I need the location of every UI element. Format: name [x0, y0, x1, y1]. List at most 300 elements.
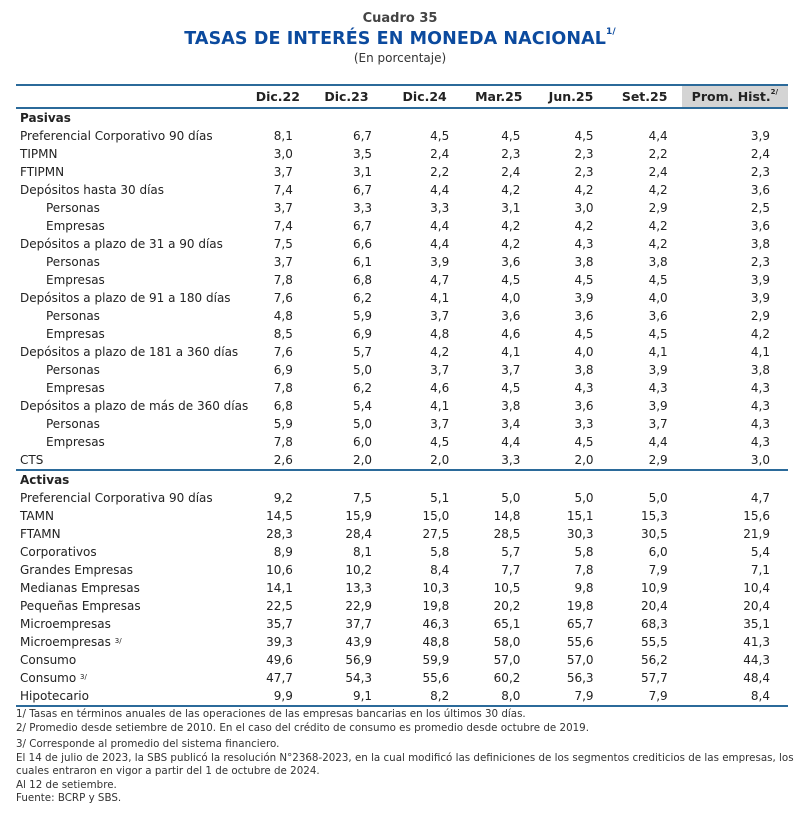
value-cell: 2,3 [501, 147, 521, 161]
table-row [16, 561, 788, 579]
value-cell: 56,2 [640, 653, 668, 667]
value-cell: 7,8 [574, 563, 594, 577]
column-header: Dic.23 [307, 85, 386, 108]
value-cell: 4,2 [648, 183, 668, 197]
value-cell: 3,8 [750, 237, 770, 251]
value-cell: 4,7 [430, 273, 450, 287]
table-row [16, 253, 788, 271]
row-label-cell [16, 579, 249, 597]
column-header: Mar.25 [463, 85, 534, 108]
prom-footnote-ref: 2/ [770, 88, 779, 96]
row-label-cell [16, 181, 249, 199]
value-cell: 8,4 [682, 687, 788, 706]
value-cell: 2,0 [307, 451, 386, 470]
row-label-cell [16, 163, 249, 181]
row-label-cell [16, 325, 249, 343]
table-row [16, 433, 788, 451]
value-cell: 7,4 [273, 183, 293, 197]
value-cell: 4,0 [648, 291, 668, 305]
table-row [16, 307, 788, 325]
row-label-cell [16, 199, 249, 217]
row-label: FTAMN [20, 527, 61, 541]
value-cell: 2,0 [534, 451, 607, 470]
value-cell: 43,9 [345, 635, 373, 649]
row-label: TAMN [20, 509, 54, 523]
table-row [16, 289, 788, 307]
row-label-cell [16, 451, 249, 470]
value-cell: 7,1 [750, 563, 770, 577]
value-cell: 3,6 [750, 219, 770, 233]
value-cell: 57,0 [493, 653, 521, 667]
row-label: Microempresas [20, 617, 111, 631]
value-cell: 8,4 [430, 563, 450, 577]
value-cell: 3,8 [648, 255, 668, 269]
value-cell: 28,4 [345, 527, 373, 541]
value-cell: 3,3 [463, 451, 534, 470]
value-cell: 9,8 [574, 581, 594, 595]
value-cell: 55,6 [422, 671, 450, 685]
row-label-cell [16, 217, 249, 235]
value-cell: 2,0 [386, 451, 463, 470]
table-row [16, 217, 788, 235]
value-cell: 4,3 [574, 237, 594, 251]
value-cell: 4,2 [430, 345, 450, 359]
value-cell: 48,8 [422, 635, 450, 649]
value-cell: 4,1 [750, 345, 770, 359]
value-cell: 7,9 [648, 563, 668, 577]
row-label: Empresas [46, 327, 105, 341]
row-label-cell [16, 433, 249, 451]
value-cell: 6,6 [352, 237, 373, 251]
row-label-cell [16, 561, 249, 579]
value-cell: 37,7 [345, 617, 373, 631]
value-cell: 10,9 [640, 581, 668, 595]
value-cell: 5,0 [352, 417, 373, 431]
value-cell: 7,5 [273, 237, 293, 251]
row-label: FTIPMN [20, 165, 65, 179]
footnotes [16, 708, 796, 806]
value-cell: 6,9 [273, 363, 293, 377]
table-subtitle: (En porcentaje) [353, 51, 447, 65]
value-cell: 15,0 [422, 509, 450, 523]
value-cell: 4,5 [430, 129, 450, 143]
value-cell: 4,3 [750, 399, 770, 413]
table-row [16, 361, 788, 379]
value-cell: 4,6 [430, 381, 450, 395]
value-cell: 3,7 [430, 309, 450, 323]
value-cell: 6,8 [273, 399, 293, 413]
value-cell: 3,6 [574, 399, 594, 413]
value-cell: 4,2 [501, 237, 521, 251]
row-label: Personas [46, 201, 100, 215]
value-cell: 3,9 [750, 129, 770, 143]
row-label-cell [16, 361, 249, 379]
section-header-row [16, 108, 788, 127]
value-cell: 6,9 [352, 327, 373, 341]
value-cell: 2,4 [750, 147, 770, 161]
value-cell: 7,8 [273, 381, 293, 395]
table-row [16, 127, 788, 145]
value-cell: 8,1 [273, 129, 293, 143]
value-cell: 5,0 [648, 491, 668, 505]
row-label: Preferencial Corporativa 90 días [20, 491, 213, 505]
value-cell: 20,4 [743, 599, 770, 613]
value-cell: 3,6 [501, 255, 521, 269]
value-cell: 6,7 [352, 183, 373, 197]
value-cell: 2,9 [608, 451, 682, 470]
value-cell: 6,2 [352, 381, 373, 395]
value-cell: 22,9 [345, 599, 373, 613]
section-header-row [16, 470, 788, 489]
value-cell: 4,5 [430, 435, 450, 449]
value-cell: 58,0 [493, 635, 521, 649]
value-cell: 3,7 [648, 417, 668, 431]
value-cell: 4,4 [430, 237, 450, 251]
value-cell: 15,6 [743, 509, 770, 523]
table-row [16, 163, 788, 181]
value-cell: 2,4 [501, 165, 521, 179]
row-label-cell [16, 271, 249, 289]
value-cell: 8,5 [273, 327, 293, 341]
value-cell: 14,8 [493, 509, 521, 523]
value-cell: 3,7 [273, 165, 293, 179]
value-cell: 56,3 [566, 671, 594, 685]
value-cell: 7,8 [273, 273, 293, 287]
value-cell: 4,3 [750, 417, 770, 431]
value-cell: 5,9 [352, 309, 373, 323]
table-title-text: TASAS DE INTERÉS EN MONEDA NACIONAL [184, 29, 606, 49]
value-cell: 3,9 [648, 363, 668, 377]
value-cell: 2,9 [750, 309, 770, 323]
value-cell: 3,0 [682, 451, 788, 470]
value-cell: 4,5 [574, 273, 594, 287]
row-label-cell [16, 343, 249, 361]
value-cell: 3,8 [574, 363, 594, 377]
value-cell: 5,0 [501, 491, 521, 505]
table-number: Cuadro 35 [362, 11, 438, 26]
value-cell: 3,3 [352, 201, 373, 215]
value-cell: 14,1 [266, 581, 293, 595]
value-cell: 3,7 [430, 417, 450, 431]
value-cell: 4,5 [501, 129, 521, 143]
table-row [16, 397, 788, 415]
value-cell: 13,3 [345, 581, 373, 595]
row-label: TIPMN [20, 147, 58, 161]
value-cell: 48,4 [743, 671, 770, 685]
value-cell: 4,4 [648, 129, 668, 143]
value-cell: 4,2 [501, 219, 521, 233]
value-cell: 39,3 [266, 635, 293, 649]
table-row [16, 343, 788, 361]
value-cell: 4,1 [501, 345, 521, 359]
row-label: CTS [20, 453, 44, 467]
value-cell: 3,4 [501, 417, 521, 431]
table-row [16, 687, 788, 706]
table-row [16, 669, 788, 687]
value-cell: 27,5 [422, 527, 450, 541]
value-cell: 30,5 [640, 527, 668, 541]
row-label: Depósitos a plazo de 91 a 180 días [20, 291, 231, 305]
value-cell: 4,3 [574, 381, 594, 395]
value-cell: 4,3 [648, 381, 668, 395]
value-cell: 2,4 [648, 165, 668, 179]
value-cell: 35,1 [743, 617, 770, 631]
row-label: Empresas [46, 435, 105, 449]
value-cell: 3,6 [501, 309, 521, 323]
footnote: 3/ Corresponde al promedio del sistema financiero. [16, 738, 280, 750]
value-cell: 65,7 [566, 617, 594, 631]
footnote: 2/ Promedio desde setiembre de 2010. En el caso del crédito de consumo es promedio desde octubre de 2019. [16, 721, 590, 734]
value-cell: 3,6 [750, 183, 770, 197]
title-footnote-ref: 1/ [605, 27, 616, 37]
value-cell: 56,9 [345, 653, 373, 667]
row-label: Empresas [46, 381, 105, 395]
value-cell: 3,7 [430, 363, 450, 377]
value-cell: 35,7 [266, 617, 293, 631]
table-title [0, 29, 800, 49]
value-cell: 4,4 [501, 435, 521, 449]
row-footnote-ref: 3/ [80, 673, 87, 681]
column-header: Dic.24 [386, 85, 463, 108]
value-cell: 5,8 [574, 545, 594, 559]
value-cell: 4,3 [750, 435, 770, 449]
table-row [16, 615, 788, 633]
value-cell: 59,9 [422, 653, 450, 667]
table-row [16, 235, 788, 253]
value-cell: 3,0 [574, 201, 594, 215]
value-cell: 30,3 [566, 527, 594, 541]
table-row [16, 489, 788, 507]
value-cell: 7,6 [273, 291, 293, 305]
value-cell: 3,0 [273, 147, 293, 161]
value-cell: 6,8 [352, 273, 373, 287]
column-header-text: Prom. Hist. [691, 89, 771, 104]
interest-rates-table [16, 84, 788, 707]
value-cell: 4,5 [648, 327, 668, 341]
value-cell: 15,1 [566, 509, 594, 523]
value-cell: 7,9 [534, 687, 607, 706]
table-row [16, 597, 788, 615]
value-cell: 10,3 [422, 581, 450, 595]
value-cell: 3,1 [501, 201, 521, 215]
value-cell: 5,7 [352, 345, 373, 359]
value-cell: 4,5 [501, 381, 521, 395]
value-cell: 2,3 [574, 147, 594, 161]
column-header: Set.25 [608, 85, 682, 108]
value-cell: 3,9 [648, 399, 668, 413]
value-cell: 9,9 [249, 687, 307, 706]
row-label-cell [16, 235, 249, 253]
value-cell: 6,0 [352, 435, 373, 449]
value-cell: 4,2 [648, 237, 668, 251]
row-label: Consumo [20, 671, 77, 685]
value-cell: 7,5 [352, 491, 373, 505]
value-cell: 3,3 [430, 201, 450, 215]
table-row [16, 525, 788, 543]
value-cell: 4,5 [648, 273, 668, 287]
value-cell: 5,1 [430, 491, 450, 505]
value-cell: 7,7 [501, 563, 521, 577]
row-label: Personas [46, 309, 100, 323]
value-cell: 4,5 [501, 273, 521, 287]
value-cell: 5,4 [750, 545, 770, 559]
value-cell: 2,6 [249, 451, 307, 470]
row-label: Corporativos [20, 545, 97, 559]
table-row [16, 181, 788, 199]
table-body [16, 108, 788, 706]
column-header: Jun.25 [534, 85, 607, 108]
table-row [16, 507, 788, 525]
table-row [16, 199, 788, 217]
value-cell: 6,2 [352, 291, 373, 305]
row-label-cell [16, 127, 249, 145]
row-label-cell [16, 253, 249, 271]
row-label: Medianas Empresas [20, 581, 140, 595]
table-row [16, 271, 788, 289]
footnote: 1/ Tasas en términos anuales de las operaciones de las empresas bancarias en los últimos 30 días. [16, 708, 526, 720]
row-label-cell [16, 507, 249, 525]
value-cell: 5,8 [430, 545, 450, 559]
table-row [16, 451, 788, 470]
value-cell: 7,4 [273, 219, 293, 233]
value-cell: 3,8 [750, 363, 770, 377]
value-cell: 57,7 [640, 671, 668, 685]
value-cell: 4,0 [574, 345, 594, 359]
value-cell: 55,5 [640, 635, 668, 649]
row-label-cell [16, 633, 249, 651]
value-cell: 19,8 [422, 599, 450, 613]
row-label-cell [16, 289, 249, 307]
row-label: Depósitos hasta 30 días [20, 183, 165, 197]
value-cell: 19,8 [566, 599, 594, 613]
value-cell: 5,0 [574, 491, 594, 505]
value-cell: 20,2 [493, 599, 521, 613]
row-label: Preferencial Corporativo 90 días [20, 129, 213, 143]
row-label: Personas [46, 363, 100, 377]
value-cell: 2,3 [750, 165, 770, 179]
row-label: Pequeñas Empresas [20, 599, 141, 613]
row-label: Microempresas [20, 635, 111, 649]
value-cell: 4,2 [574, 219, 594, 233]
value-cell: 4,8 [430, 327, 450, 341]
value-cell: 4,2 [574, 183, 594, 197]
value-cell: 4,2 [501, 183, 521, 197]
value-cell: 4,1 [430, 399, 450, 413]
value-cell: 4,3 [750, 381, 770, 395]
value-cell: 3,1 [352, 165, 373, 179]
row-label: Personas [46, 255, 100, 269]
value-cell: 3,6 [574, 309, 594, 323]
value-cell: 3,9 [750, 291, 770, 305]
value-cell: 3,9 [750, 273, 770, 287]
row-label-cell [16, 651, 249, 669]
row-label: Empresas [46, 219, 105, 233]
table-row [16, 145, 788, 163]
value-cell: 68,3 [640, 617, 668, 631]
value-cell: 10,5 [493, 581, 521, 595]
footnote: El 14 de julio de 2023, la SBS publicó la resolución N°2368-2023, en la cual modificó las definiciones de los segmentos crediticios de las empresas, los cuales entraron en vigor a partir del 1 de octubre de 2024. [16, 751, 794, 777]
value-cell: 6,0 [648, 545, 668, 559]
table-row [16, 415, 788, 433]
row-label: Personas [46, 417, 100, 431]
value-cell: 46,3 [422, 617, 450, 631]
value-cell: 4,2 [750, 327, 770, 341]
column-header-label [16, 85, 249, 108]
value-cell: 6,1 [352, 255, 373, 269]
value-cell: 4,5 [574, 435, 594, 449]
value-cell: 3,5 [352, 147, 373, 161]
row-label: Depósitos a plazo de más de 360 días [20, 399, 249, 413]
value-cell: 65,1 [493, 617, 521, 631]
value-cell: 5,4 [352, 399, 373, 413]
column-header-prom-hist [682, 85, 788, 108]
row-label-cell [16, 525, 249, 543]
value-cell: 2,2 [648, 147, 668, 161]
value-cell: 9,1 [307, 687, 386, 706]
table-row [16, 651, 788, 669]
value-cell: 3,7 [273, 255, 293, 269]
row-label: Depósitos a plazo de 31 a 90 días [20, 237, 223, 251]
value-cell: 7,9 [608, 687, 682, 706]
value-cell: 3,7 [501, 363, 521, 377]
value-cell: 2,3 [574, 165, 594, 179]
footnote: Al 12 de setiembre. [16, 778, 117, 791]
row-label-cell [16, 597, 249, 615]
value-cell: 3,3 [574, 417, 594, 431]
row-footnote-ref: 3/ [114, 637, 122, 645]
value-cell: 28,3 [266, 527, 293, 541]
value-cell: 49,6 [266, 653, 293, 667]
value-cell: 3,8 [574, 255, 594, 269]
row-label: Empresas [46, 273, 105, 287]
value-cell: 3,6 [648, 309, 668, 323]
row-label-cell [16, 379, 249, 397]
value-cell: 4,0 [501, 291, 521, 305]
value-cell: 3,8 [501, 399, 521, 413]
value-cell: 5,0 [352, 363, 373, 377]
row-label-cell [16, 145, 249, 163]
value-cell: 8,2 [386, 687, 463, 706]
row-label-cell [16, 307, 249, 325]
row-label-cell [16, 397, 249, 415]
value-cell: 4,8 [273, 309, 293, 323]
value-cell: 7,8 [273, 435, 293, 449]
value-cell: 15,9 [345, 509, 373, 523]
value-cell: 7,6 [273, 345, 293, 359]
value-cell: 4,1 [648, 345, 668, 359]
value-cell: 2,4 [430, 147, 450, 161]
value-cell: 20,4 [640, 599, 668, 613]
value-cell: 2,3 [750, 255, 770, 269]
value-cell: 4,6 [501, 327, 521, 341]
value-cell: 47,7 [266, 671, 293, 685]
table-row [16, 379, 788, 397]
value-cell: 15,3 [640, 509, 668, 523]
row-label: Consumo [20, 653, 77, 667]
source-note: Fuente: BCRP y SBS. [16, 792, 122, 804]
value-cell: 4,4 [648, 435, 668, 449]
table-row [16, 633, 788, 651]
value-cell: 57,0 [566, 653, 594, 667]
value-cell: 6,7 [352, 129, 373, 143]
table-row [16, 579, 788, 597]
value-cell: 4,7 [750, 491, 770, 505]
value-cell: 2,2 [430, 165, 450, 179]
value-cell: 4,5 [574, 327, 594, 341]
value-cell: 21,9 [743, 527, 770, 541]
value-cell: 8,9 [273, 545, 293, 559]
value-cell: 10,4 [743, 581, 770, 595]
